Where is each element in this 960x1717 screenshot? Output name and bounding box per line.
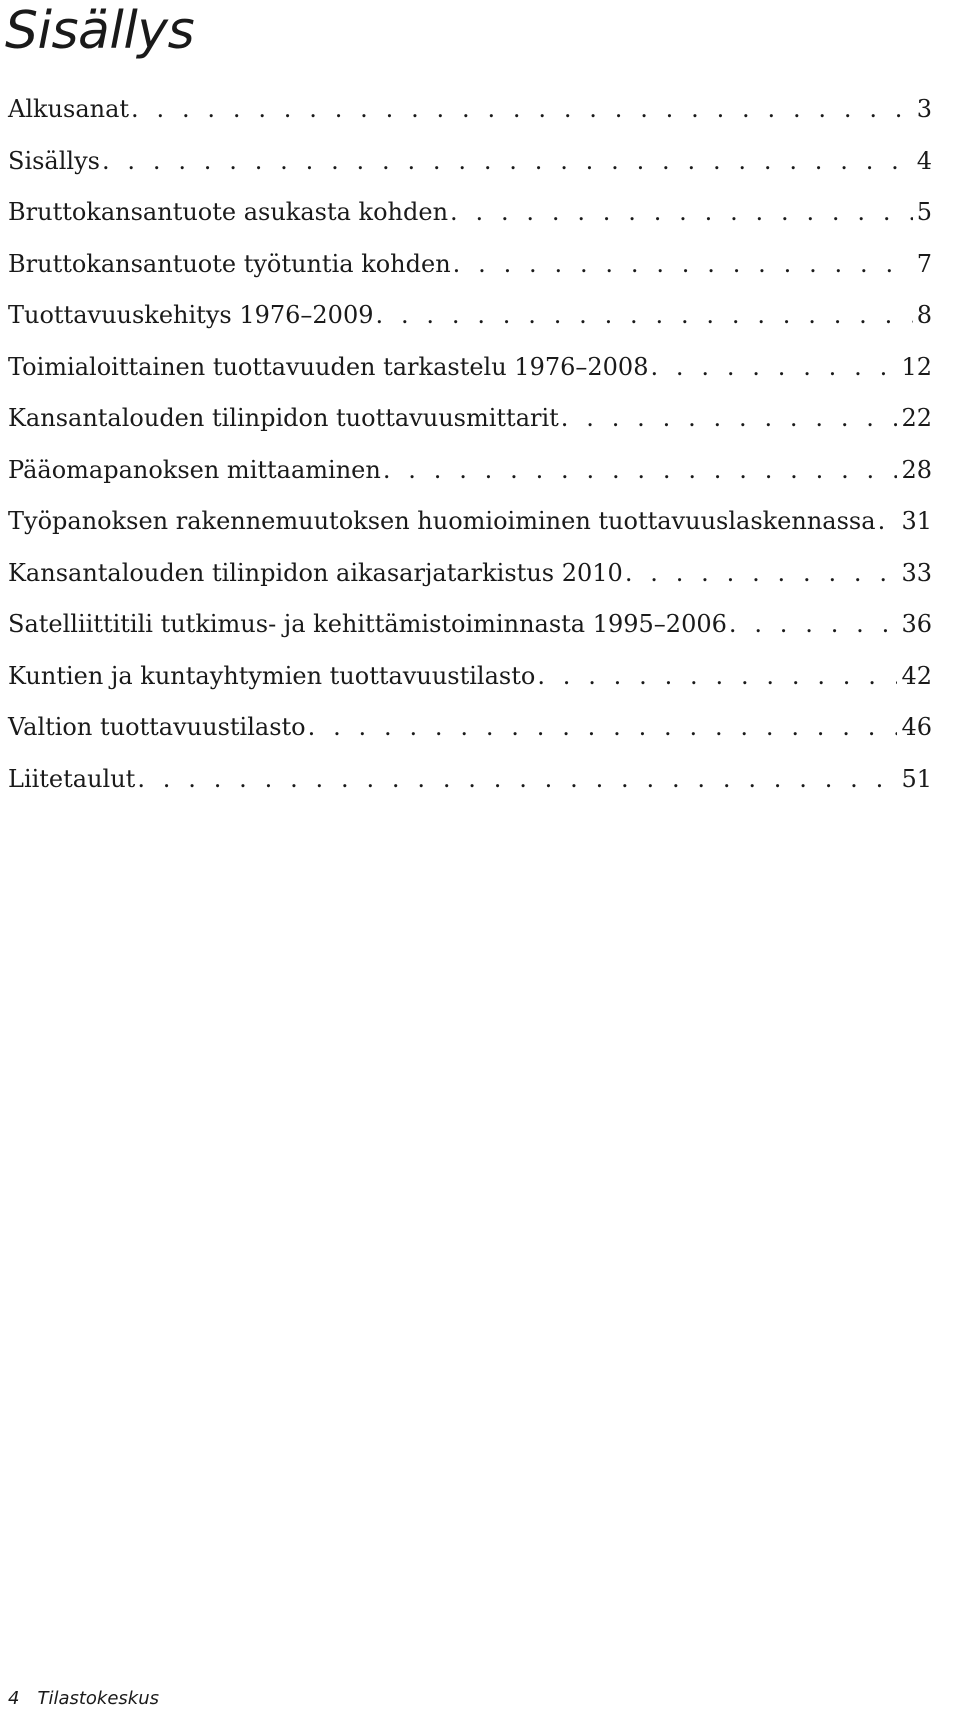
toc-entry-title: Bruttokansantuote työtuntia kohden [8,249,451,278]
toc-entry-title: Liitetaulut [8,764,136,793]
toc-entry-title: Pääomapanoksen mittaaminen [8,455,381,484]
toc-entry-title: Työpanoksen rakennemuutoksen huomioiminen tuottavuuslaskennassa [8,507,876,535]
toc-dot-leader [625,548,898,600]
toc-entry-page: 22 [901,404,932,432]
toc-dot-leader [561,393,898,445]
toc-entry-page: 3 [916,95,932,123]
toc-entry[interactable] [8,239,932,291]
toc-dot-leader [650,342,897,394]
toc-entry-page: 51 [901,764,932,793]
toc-dot-leader [383,445,898,497]
toc-entry[interactable] [8,290,932,342]
toc-entry-page: 33 [901,558,932,587]
toc-dot-leader [308,702,898,754]
toc-entry-page: 28 [901,455,932,484]
toc-entry-page: 5 [916,198,932,226]
toc-entry[interactable] [8,651,932,703]
toc-entry-page: 46 [901,713,932,741]
toc-entry-title: Alkusanat [8,95,130,123]
toc-entry-title: Bruttokansantuote asukasta kohden [8,198,449,226]
toc-entry-title: Kansantalouden tilinpidon aikasarjatarkistus 2010 [8,558,623,587]
toc-dot-leader [453,239,913,291]
toc-dot-leader [729,599,898,651]
toc-entry-page: 36 [901,610,932,638]
toc-entry-title: Satelliittitili tutkimus- ja kehittämistoiminnasta 1995–2006 [8,610,727,638]
table-of-contents [8,84,932,805]
toc-entry-page: 7 [916,249,932,278]
toc-dot-leader [102,136,913,188]
page-title: Sisällys [5,1,195,61]
toc-dot-leader [137,754,897,806]
toc-entry-title: Kuntien ja kuntayhtymien tuottavuustilasto [8,661,536,690]
toc-entry[interactable] [8,754,932,806]
toc-entry-page: 8 [916,301,932,329]
toc-entry-page: 42 [901,661,932,690]
toc-entry-page: 4 [916,146,932,175]
toc-entry-title: Sisällys [8,146,100,175]
toc-dot-leader [537,651,897,703]
toc-entry-title: Valtion tuottavuustilasto [8,713,306,741]
footer-page-number: 4 [8,1688,20,1709]
toc-entry[interactable] [8,445,932,497]
toc-entry[interactable] [8,84,932,136]
toc-dot-leader [878,496,898,548]
toc-dot-leader [450,187,913,239]
toc-entry-page: 12 [901,352,932,381]
toc-entry[interactable] [8,702,932,754]
toc-entry[interactable] [8,136,932,188]
page-footer [8,1688,159,1710]
toc-entry[interactable] [8,342,932,394]
toc-entry[interactable] [8,393,932,445]
toc-entry-title: Tuottavuuskehitys 1976–2009 [8,301,374,329]
toc-entry-page: 31 [901,507,932,535]
toc-entry[interactable] [8,599,932,651]
toc-dot-leader [375,290,912,342]
toc-entry[interactable] [8,548,932,600]
footer-publisher: Tilastokeskus [37,1688,160,1709]
toc-entry-title: Kansantalouden tilinpidon tuottavuusmittarit [8,404,559,432]
toc-entry-title: Toimialoittainen tuottavuuden tarkastelu 1976–2008 [8,352,649,381]
toc-entry[interactable] [8,496,932,548]
toc-dot-leader [131,84,913,136]
toc-entry[interactable] [8,187,932,239]
